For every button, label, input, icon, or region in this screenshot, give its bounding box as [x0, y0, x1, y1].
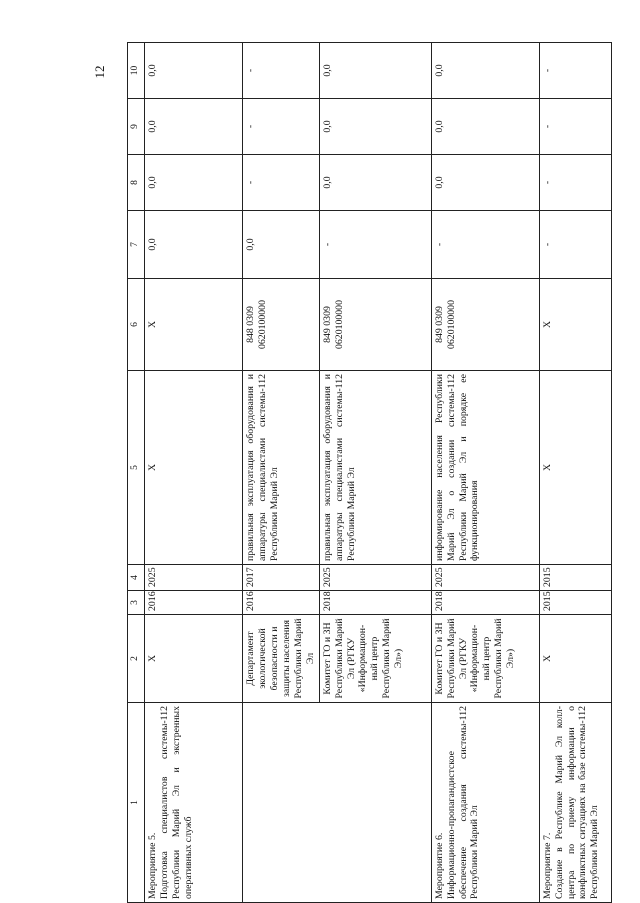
- executor-cell: Х: [145, 615, 243, 703]
- value-cell: 0,0: [145, 43, 243, 99]
- result-cell: информирование населения Республики Марий Эл о создании системы-112 Республики Марий Эл и порядке ее функционирования: [431, 371, 539, 565]
- column-number: 1: [128, 703, 145, 903]
- table-row: [243, 43, 320, 903]
- result-cell: Х: [145, 371, 243, 565]
- end-year-cell: 2017: [243, 565, 320, 591]
- value-cell: -: [243, 99, 320, 155]
- executor-cell: Департамент экологической безопасности и защиты населения Республики Марий Эл: [243, 615, 320, 703]
- start-year-cell: 2016: [243, 591, 320, 615]
- value-cell: 0,0: [431, 155, 539, 211]
- budget-code-cell: 849 0309 0620100000: [431, 279, 539, 371]
- table-row: [431, 43, 539, 903]
- result-cell: Х: [539, 371, 611, 565]
- end-year-cell: 2025: [319, 565, 431, 591]
- value-cell: 0,0: [145, 99, 243, 155]
- activity-cell: Мероприятие 7. Создание в Республике Марий Эл колл-центра по приему информации о конфликтных ситуациях на базе системы-112 Республики Марий Эл: [539, 703, 611, 903]
- value-cell: 0,0: [319, 155, 431, 211]
- table-row: [145, 43, 243, 903]
- value-cell: -: [539, 43, 611, 99]
- value-cell: 0,0: [431, 99, 539, 155]
- executor-cell: Комитет ГО и ЗН Республики Марий Эл (РГКУ «Информацион-ный центр Республики Марий Эл»): [431, 615, 539, 703]
- value-cell: -: [319, 211, 431, 279]
- value-cell: 0,0: [319, 99, 431, 155]
- column-number: 7: [128, 211, 145, 279]
- value-cell: -: [431, 211, 539, 279]
- column-number: 10: [128, 43, 145, 99]
- start-year-cell: 2018: [431, 591, 539, 615]
- executor-cell: Х: [539, 615, 611, 703]
- value-cell: -: [243, 155, 320, 211]
- activity-cell: [243, 703, 432, 903]
- value-cell: 0,0: [243, 211, 320, 279]
- value-cell: 0,0: [431, 43, 539, 99]
- executor-cell: Комитет ГО и ЗН Республики Марий Эл (РГКУ «Информацион-ный центр Республики Марий Эл»): [319, 615, 431, 703]
- column-number: 6: [128, 279, 145, 371]
- value-cell: -: [243, 43, 320, 99]
- column-number: 5: [128, 371, 145, 565]
- start-year-cell: 2015: [539, 591, 611, 615]
- budget-code-cell: Х: [145, 279, 243, 371]
- budget-code-cell: Х: [539, 279, 611, 371]
- value-cell: 0,0: [145, 211, 243, 279]
- column-number: 2: [128, 615, 145, 703]
- end-year-cell: 2025: [145, 565, 243, 591]
- value-cell: 0,0: [319, 43, 431, 99]
- activity-cell: Мероприятие 5. Подготовка специалистов системы-112 Республики Марий Эл и экстренных оперативных служб: [145, 703, 243, 903]
- page-number: 12: [92, 65, 107, 79]
- result-cell: правильная эксплуатация оборудования и аппаратуры специалистами системы-112 Республики Марий Эл: [243, 371, 320, 565]
- column-number: 9: [128, 99, 145, 155]
- budget-code-cell: 848 0309 0620100000: [243, 279, 320, 371]
- result-cell: правильная эксплуатация оборудования и аппаратуры специалистами системы-112 Республики Марий Эл: [319, 371, 431, 565]
- rotated-table-container: [127, 43, 601, 903]
- value-cell: -: [539, 99, 611, 155]
- column-number-row: [128, 43, 145, 903]
- column-number: 3: [128, 591, 145, 615]
- column-number: 8: [128, 155, 145, 211]
- program-activities-table: [127, 42, 612, 903]
- value-cell: 0,0: [145, 155, 243, 211]
- value-cell: -: [539, 155, 611, 211]
- activity-cell: Мероприятие 6. Информационно-пропагандистское обеспечение создания системы-112 Республики Марий Эл: [431, 703, 539, 903]
- budget-code-cell: 849 0309 0620100000: [319, 279, 431, 371]
- start-year-cell: 2016: [145, 591, 243, 615]
- end-year-cell: 2025: [431, 565, 539, 591]
- end-year-cell: 2015: [539, 565, 611, 591]
- start-year-cell: 2018: [319, 591, 431, 615]
- table-row: [539, 43, 611, 903]
- value-cell: -: [539, 211, 611, 279]
- column-number: 4: [128, 565, 145, 591]
